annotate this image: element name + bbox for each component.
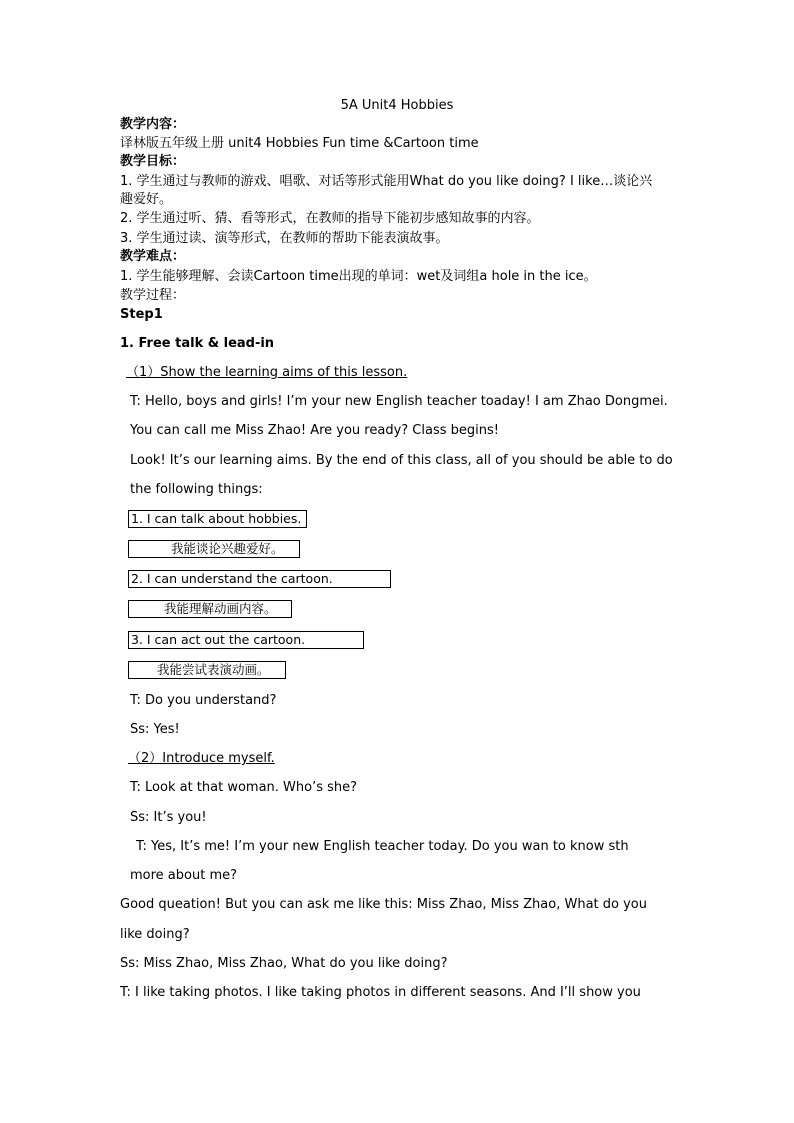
paragraph-line: You can call me Miss Zhao! Are you ready? Class begins! bbox=[130, 423, 499, 438]
aim-box bbox=[128, 600, 292, 618]
goal-item: 2. 学生通过听、猜、看等形式，在教师的指导下能初步感知故事的内容。 bbox=[120, 211, 540, 226]
paragraph-line: the following things: bbox=[130, 482, 263, 497]
section-heading: 1. Free talk & lead-in bbox=[120, 336, 275, 351]
subsection-heading: （2）Introduce myself. bbox=[128, 751, 275, 766]
dialogue-line: T: Yes, It’s me! I’m your new English teacher today. Do you wan to know sth bbox=[136, 839, 629, 854]
aim-box bbox=[128, 570, 391, 588]
aim-text: 3. I can act out the cartoon. bbox=[131, 632, 306, 647]
goal-item: 3. 学生通过读、演等形式，在教师的帮助下能表演故事。 bbox=[120, 231, 449, 246]
goal-item: 1. 学生通过与教师的游戏、唱歌、对话等形式能用What do you like doing? I like…谈论兴 bbox=[120, 174, 653, 189]
aim-box bbox=[128, 510, 307, 528]
difficulty-item: 1. 学生能够理解、会读Cartoon time出现的单词：wet及词组a hole in the ice。 bbox=[120, 269, 597, 284]
dialogue-line: more about me? bbox=[130, 868, 238, 883]
difficulty-heading: 教学难点： bbox=[120, 249, 186, 264]
goals-heading: 教学目标： bbox=[120, 154, 186, 169]
aim-text: 我能谈论兴趣爱好。 bbox=[171, 541, 284, 556]
process-heading: 教学过程： bbox=[120, 288, 186, 303]
step-heading: Step1 bbox=[120, 307, 163, 322]
content-heading: 教学内容： bbox=[120, 117, 186, 132]
dialogue-line: Ss: Yes! bbox=[130, 722, 180, 737]
aim-text: 2. I can understand the cartoon. bbox=[131, 571, 333, 586]
paragraph-line: T: Hello, boys and girls! I’m your new English teacher toaday! I am Zhao Dongmei. bbox=[130, 394, 668, 409]
subsection-heading: （1）Show the learning aims of this lesson. bbox=[126, 365, 408, 380]
dialogue-line: Ss: Miss Zhao, Miss Zhao, What do you like doing? bbox=[120, 956, 448, 971]
aim-box bbox=[128, 631, 364, 649]
aim-box bbox=[128, 540, 300, 558]
dialogue-line: T: Look at that woman. Who’s she? bbox=[130, 780, 358, 795]
paragraph-line: Look! It’s our learning aims. By the end of this class, all of you should be able to do bbox=[130, 453, 673, 468]
dialogue-line: T: I like taking photos. I like taking photos in different seasons. And I’ll show you bbox=[120, 985, 641, 1000]
aim-text: 我能理解动画内容。 bbox=[164, 601, 277, 616]
content-text: 译林版五年级上册 unit4 Hobbies Fun time &Cartoon time bbox=[120, 136, 479, 151]
document-title: 5A Unit4 Hobbies bbox=[340, 98, 454, 113]
aim-text: 我能尝试表演动画。 bbox=[157, 662, 270, 677]
aim-text: 1. I can talk about hobbies. bbox=[131, 511, 302, 526]
dialogue-line: Good queation! But you can ask me like this: Miss Zhao, Miss Zhao, What do you bbox=[120, 897, 647, 912]
dialogue-line: like doing? bbox=[120, 927, 190, 942]
dialogue-line: Ss: It’s you! bbox=[130, 810, 207, 825]
goal-item: 趣爱好。 bbox=[120, 192, 173, 207]
dialogue-line: T: Do you understand? bbox=[130, 693, 277, 708]
aim-box bbox=[128, 661, 286, 679]
